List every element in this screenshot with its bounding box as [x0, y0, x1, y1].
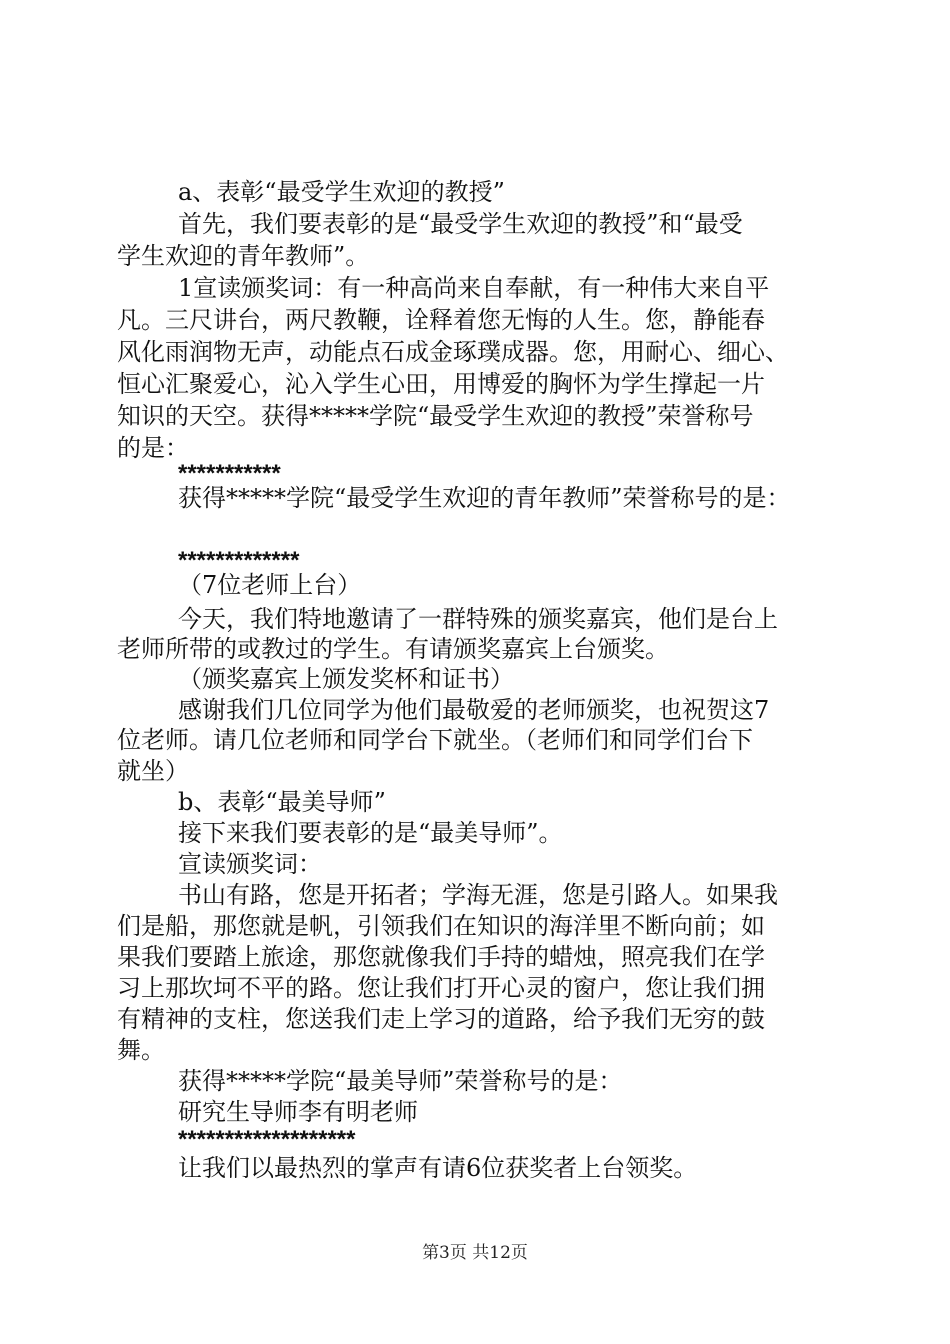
paragraph-line: 风化雨润物无声，动能点石成金琢璞成器。您，用耐心、细心、	[117, 338, 789, 366]
heading-b: b、表彰“最美导师”	[178, 788, 386, 816]
paragraph-line: 就坐）	[117, 757, 189, 785]
paragraph-line: 舞。	[117, 1036, 165, 1064]
paragraph-line: 感谢我们几位同学为他们最敬爱的老师颁奖，也祝贺这7	[178, 696, 770, 724]
paragraph-line: 们是船，那您就是帆，引领我们在知识的海洋里不断向前；如	[117, 912, 765, 940]
paragraph-line: 果我们要踏上旅途，那您就像我们手持的蜡烛，照亮我们在学	[117, 943, 765, 971]
paragraph-line: （颁奖嘉宾上颁发奖杯和证书）	[178, 665, 514, 693]
paragraph-line: 1宣读颁奖词：有一种高尚来自奉献，有一种伟大来自平	[178, 274, 770, 302]
paragraph-line: 接下来我们要表彰的是“最美导师”。	[178, 819, 563, 847]
paragraph-line: 获得*****学院“最美导师”荣誉称号的是：	[178, 1067, 623, 1095]
page-footer: 第3页 共12页	[422, 1243, 528, 1263]
masked-name-line: *************	[178, 547, 300, 574]
paragraph-line: 的是：	[117, 434, 189, 462]
paragraph-line: 有精神的支柱，您送我们走上学习的道路，给予我们无穷的鼓	[117, 1005, 765, 1033]
paragraph-line: 恒心汇聚爱心，沁入学生心田，用博爱的胸怀为学生撑起一片	[117, 370, 765, 398]
paragraph-line: 凡。三尺讲台，两尺教鞭，诠释着您无悔的人生。您，静能春	[117, 306, 765, 334]
masked-name-line: ***********	[178, 460, 281, 487]
paragraph-line: 今天，我们特地邀请了一群特殊的颁奖嘉宾，他们是台上	[178, 605, 778, 633]
paragraph-line: 老师所带的或教过的学生。有请颁奖嘉宾上台颁奖。	[117, 635, 669, 663]
paragraph-line: 书山有路，您是开拓者；学海无涯，您是引路人。如果我	[178, 881, 778, 909]
paragraph-line: 研究生导师李有明老师	[178, 1098, 418, 1126]
paragraph-line: 知识的天空。获得*****学院“最受学生欢迎的教授”荣誉称号	[117, 402, 754, 430]
masked-name-line: *******************	[178, 1126, 356, 1153]
paragraph-line: 习上那坎坷不平的路。您让我们打开心灵的窗户，您让我们拥	[117, 974, 765, 1002]
paragraph-line: 首先，我们要表彰的是“最受学生欢迎的教授”和“最受	[178, 210, 743, 238]
paragraph-line: 学生欢迎的青年教师”。	[117, 242, 370, 270]
paragraph-line: 让我们以最热烈的掌声有请6位获奖者上台领奖。	[178, 1154, 698, 1182]
paragraph-line: 位老师。请几位老师和同学台下就坐。（老师们和同学们台下	[117, 726, 753, 754]
heading-a: a、表彰“最受学生欢迎的教授”	[178, 178, 505, 206]
paragraph-line: 宣读颁奖词：	[178, 850, 322, 878]
paragraph-line: 获得*****学院“最受学生欢迎的青年教师”荣誉称号的是：	[178, 484, 791, 512]
paragraph-line: （7位老师上台）	[178, 571, 362, 599]
